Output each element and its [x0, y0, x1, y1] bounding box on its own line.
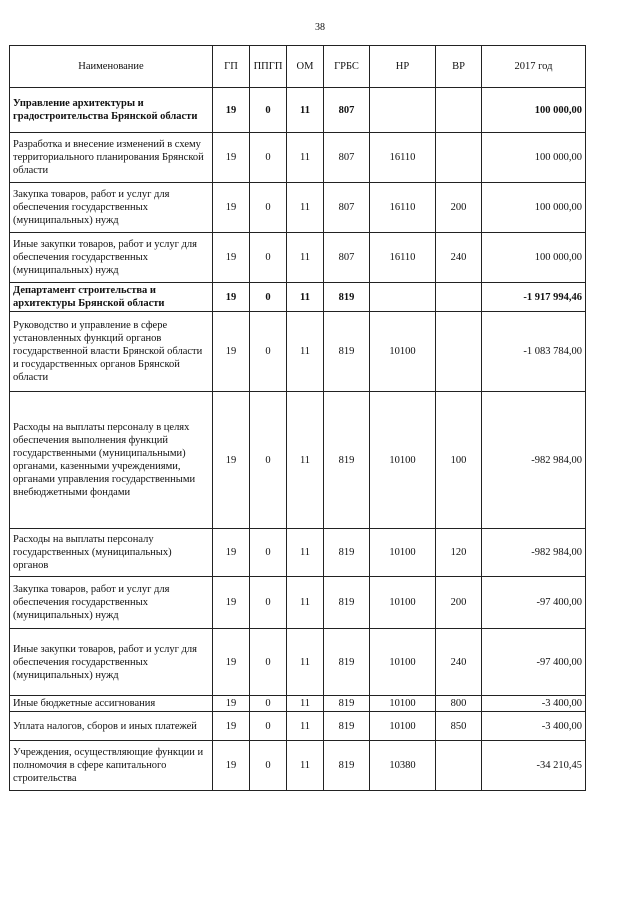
row-om-cell: 11 — [287, 577, 324, 629]
row-om-cell: 11 — [287, 133, 324, 183]
row-grbs-cell: 807 — [324, 133, 370, 183]
row-vr-cell — [436, 88, 482, 133]
row-vr-cell: 800 — [436, 696, 482, 712]
table-row — [10, 392, 586, 529]
row-gp-cell: 19 — [213, 233, 250, 283]
row-vr-cell — [436, 312, 482, 392]
row-name-cell: Иные бюджетные ассигнования — [10, 696, 213, 712]
row-om-cell: 11 — [287, 629, 324, 696]
row-nr-cell — [370, 283, 436, 312]
row-nr-cell: 10380 — [370, 741, 436, 791]
col-header-vr: ВР — [436, 46, 482, 88]
row-vr-cell: 240 — [436, 629, 482, 696]
table-row — [10, 529, 586, 577]
row-om-cell: 11 — [287, 696, 324, 712]
row-grbs-cell: 807 — [324, 88, 370, 133]
row-vr-cell — [436, 741, 482, 791]
row-name-cell: Расходы на выплаты персоналу в целях обеспечения выполнения функций государственными (муниципальными) органами, казенными учреждениями, органами управления государственными внебюджетными фондами — [10, 392, 213, 529]
row-vr-cell — [436, 283, 482, 312]
table-header-row — [10, 46, 586, 88]
table-row — [10, 577, 586, 629]
table-row — [10, 183, 586, 233]
col-header-om: ОМ — [287, 46, 324, 88]
row-nr-cell: 10100 — [370, 577, 436, 629]
row-gp-cell: 19 — [213, 696, 250, 712]
row-amount-cell: 100 000,00 — [482, 133, 586, 183]
row-grbs-cell: 807 — [324, 233, 370, 283]
row-gp-cell: 19 — [213, 712, 250, 741]
row-grbs-cell: 819 — [324, 529, 370, 577]
row-amount-cell: -34 210,45 — [482, 741, 586, 791]
row-nr-cell — [370, 88, 436, 133]
row-amount-cell: -3 400,00 — [482, 712, 586, 741]
row-amount-cell: -97 400,00 — [482, 577, 586, 629]
row-grbs-cell: 819 — [324, 283, 370, 312]
row-grbs-cell: 819 — [324, 312, 370, 392]
row-grbs-cell: 819 — [324, 696, 370, 712]
row-name-cell: Управление архитектуры и градостроительства Брянской области — [10, 88, 213, 133]
row-name-cell: Иные закупки товаров, работ и услуг для обеспечения государственных (муниципальных) нужд — [10, 233, 213, 283]
table-row — [10, 741, 586, 791]
row-amount-cell: -97 400,00 — [482, 629, 586, 696]
row-gp-cell: 19 — [213, 312, 250, 392]
row-nr-cell: 10100 — [370, 712, 436, 741]
row-gp-cell: 19 — [213, 629, 250, 696]
row-gp-cell: 19 — [213, 88, 250, 133]
row-nr-cell: 10100 — [370, 696, 436, 712]
table-row — [10, 629, 586, 696]
row-gp-cell: 19 — [213, 183, 250, 233]
row-name-cell: Расходы на выплаты персоналу государственных (муниципальных) органов — [10, 529, 213, 577]
row-ppgp-cell: 0 — [250, 283, 287, 312]
row-amount-cell: 100 000,00 — [482, 88, 586, 133]
row-name-cell: Департамент строительства и архитектуры Брянской области — [10, 283, 213, 312]
row-amount-cell: -1 083 784,00 — [482, 312, 586, 392]
row-ppgp-cell: 0 — [250, 529, 287, 577]
row-grbs-cell: 819 — [324, 577, 370, 629]
row-nr-cell: 10100 — [370, 529, 436, 577]
row-ppgp-cell: 0 — [250, 577, 287, 629]
row-name-cell: Иные закупки товаров, работ и услуг для обеспечения государственных (муниципальных) нужд — [10, 629, 213, 696]
row-gp-cell: 19 — [213, 283, 250, 312]
row-ppgp-cell: 0 — [250, 696, 287, 712]
col-header-grbs: ГРБС — [324, 46, 370, 88]
row-om-cell: 11 — [287, 233, 324, 283]
table-row — [10, 312, 586, 392]
row-vr-cell: 200 — [436, 183, 482, 233]
col-header-nr: НР — [370, 46, 436, 88]
row-gp-cell: 19 — [213, 529, 250, 577]
row-amount-cell: -982 984,00 — [482, 392, 586, 529]
row-gp-cell: 19 — [213, 741, 250, 791]
table-row — [10, 283, 586, 312]
row-nr-cell: 16110 — [370, 133, 436, 183]
row-grbs-cell: 807 — [324, 183, 370, 233]
row-nr-cell: 10100 — [370, 629, 436, 696]
row-gp-cell: 19 — [213, 577, 250, 629]
row-amount-cell: -982 984,00 — [482, 529, 586, 577]
row-om-cell: 11 — [287, 392, 324, 529]
row-nr-cell: 10100 — [370, 312, 436, 392]
row-name-cell: Учреждения, осуществляющие функции и полномочия в сфере капитального строительства — [10, 741, 213, 791]
row-nr-cell: 16110 — [370, 233, 436, 283]
row-grbs-cell: 819 — [324, 392, 370, 529]
row-ppgp-cell: 0 — [250, 629, 287, 696]
col-header-ppgp: ППГП — [250, 46, 287, 88]
row-om-cell: 11 — [287, 712, 324, 741]
row-vr-cell: 100 — [436, 392, 482, 529]
row-grbs-cell: 819 — [324, 741, 370, 791]
row-ppgp-cell: 0 — [250, 312, 287, 392]
col-header-gp: ГП — [213, 46, 250, 88]
table-row — [10, 696, 586, 712]
row-amount-cell: 100 000,00 — [482, 183, 586, 233]
row-name-cell: Закупка товаров, работ и услуг для обеспечения государственных (муниципальных) нужд — [10, 577, 213, 629]
row-om-cell: 11 — [287, 312, 324, 392]
table-row — [10, 133, 586, 183]
row-vr-cell: 120 — [436, 529, 482, 577]
row-amount-cell: -1 917 994,46 — [482, 283, 586, 312]
row-ppgp-cell: 0 — [250, 392, 287, 529]
row-ppgp-cell: 0 — [250, 741, 287, 791]
row-vr-cell — [436, 133, 482, 183]
row-om-cell: 11 — [287, 283, 324, 312]
row-nr-cell: 10100 — [370, 392, 436, 529]
row-om-cell: 11 — [287, 183, 324, 233]
table-row — [10, 233, 586, 283]
row-om-cell: 11 — [287, 88, 324, 133]
row-amount-cell: 100 000,00 — [482, 233, 586, 283]
row-amount-cell: -3 400,00 — [482, 696, 586, 712]
row-gp-cell: 19 — [213, 133, 250, 183]
budget-table — [9, 45, 586, 791]
row-vr-cell: 200 — [436, 577, 482, 629]
col-header-year: 2017 год — [482, 46, 586, 88]
row-name-cell: Разработка и внесение изменений в схему территориального планирования Брянской области — [10, 133, 213, 183]
row-ppgp-cell: 0 — [250, 183, 287, 233]
row-ppgp-cell: 0 — [250, 233, 287, 283]
row-om-cell: 11 — [287, 529, 324, 577]
row-name-cell: Уплата налогов, сборов и иных платежей — [10, 712, 213, 741]
table-row — [10, 88, 586, 133]
table-row — [10, 712, 586, 741]
row-ppgp-cell: 0 — [250, 712, 287, 741]
row-vr-cell: 240 — [436, 233, 482, 283]
row-name-cell: Закупка товаров, работ и услуг для обеспечения государственных (муниципальных) нужд — [10, 183, 213, 233]
row-ppgp-cell: 0 — [250, 88, 287, 133]
row-om-cell: 11 — [287, 741, 324, 791]
page-number: 38 — [315, 22, 325, 33]
row-gp-cell: 19 — [213, 392, 250, 529]
row-name-cell: Руководство и управление в сфере установленных функций органов государственной власти Брянской области и государственных органов Брянской области — [10, 312, 213, 392]
row-grbs-cell: 819 — [324, 629, 370, 696]
col-header-name: Наименование — [10, 46, 213, 88]
row-nr-cell: 16110 — [370, 183, 436, 233]
row-grbs-cell: 819 — [324, 712, 370, 741]
row-ppgp-cell: 0 — [250, 133, 287, 183]
row-vr-cell: 850 — [436, 712, 482, 741]
